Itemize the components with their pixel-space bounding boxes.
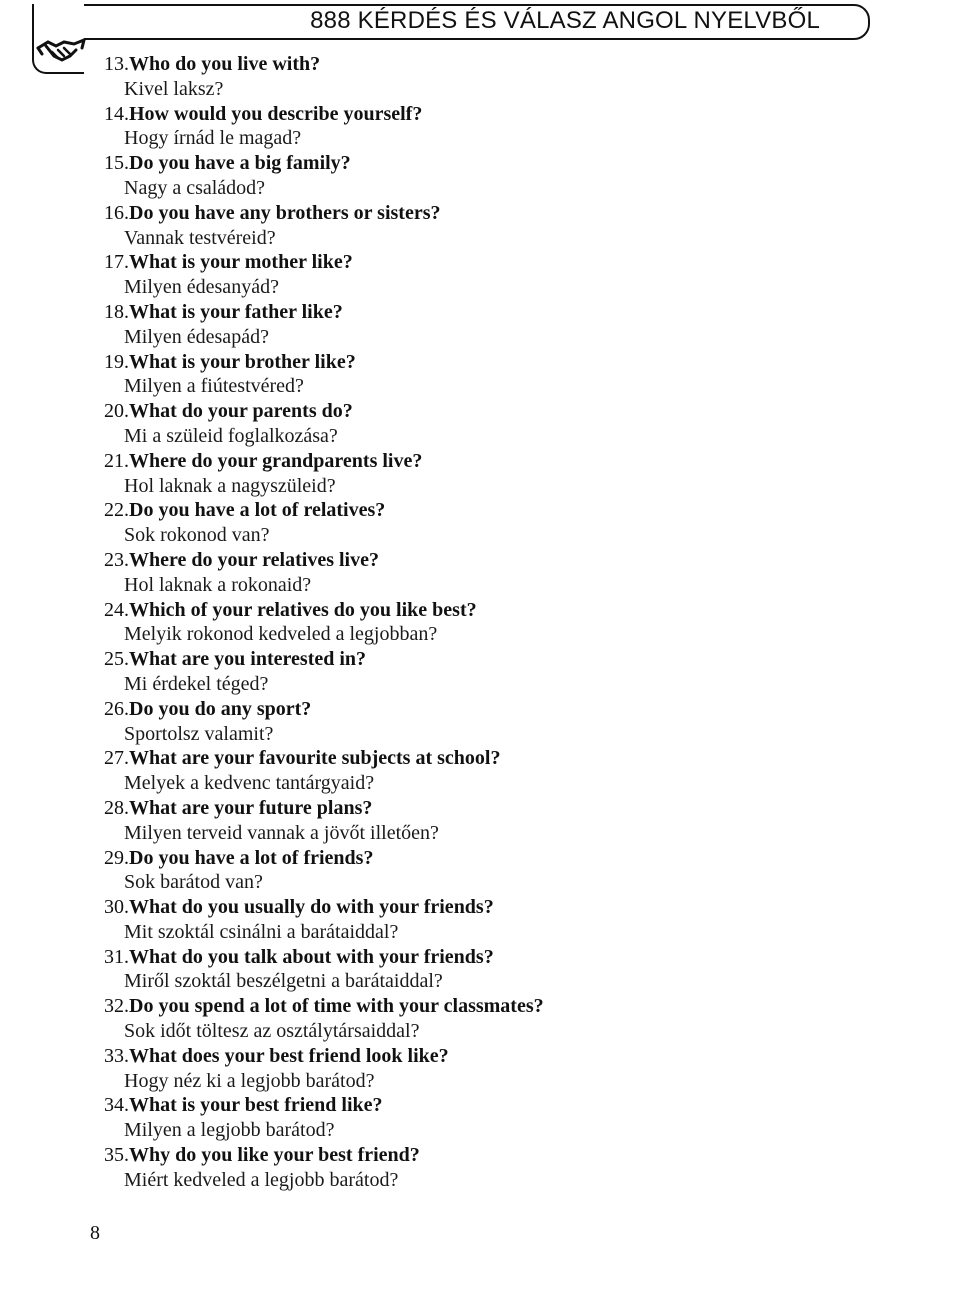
question-item <box>90 300 544 350</box>
question-number: 13 <box>104 53 124 75</box>
question-number-dot: . <box>124 846 129 869</box>
question-list <box>90 52 544 1193</box>
question-line <box>90 498 544 523</box>
answer-text: Sok időt töltesz az osztálytársaiddal? <box>124 1020 420 1043</box>
question-item <box>90 994 544 1044</box>
question-number-dot: . <box>124 548 129 571</box>
question-item <box>90 151 544 201</box>
question-number-dot: . <box>124 747 129 770</box>
question-item <box>90 250 544 300</box>
question-text: What do your parents do? <box>129 400 353 423</box>
question-line <box>90 399 544 424</box>
question-number-dot: . <box>124 1094 129 1117</box>
question-number: 24 <box>104 598 124 621</box>
question-text: Which of your relatives do you like best? <box>129 598 477 621</box>
question-number-dot: . <box>124 251 129 274</box>
answer-text: Hol laknak a nagyszüleid? <box>124 474 336 497</box>
question-text: Why do you like your best friend? <box>129 1144 420 1167</box>
question-text: What are your favourite subjects at school? <box>129 747 501 770</box>
question-number: 15 <box>104 152 124 175</box>
question-number: 18 <box>104 300 124 323</box>
question-number-dot: . <box>124 300 129 323</box>
question-text: What is your brother like? <box>129 350 356 373</box>
question-item <box>90 895 544 945</box>
question-item <box>90 201 544 251</box>
answer-text: Hogy néz ki a legjobb barátod? <box>124 1069 375 1092</box>
answer-text: Mi érdekel téged? <box>124 672 269 695</box>
question-item <box>90 1044 544 1094</box>
question-text: What does your best friend look like? <box>129 1044 449 1067</box>
question-line <box>90 895 544 920</box>
question-number: 32 <box>104 995 124 1018</box>
question-line <box>90 102 544 127</box>
answer-text: Hol laknak a rokonaid? <box>124 573 312 596</box>
answer-text: Sportolsz valamit? <box>124 722 274 745</box>
question-text: Do you have a lot of friends? <box>129 846 374 869</box>
answer-text: Mit szoktál csinálni a barátaiddal? <box>124 920 399 943</box>
answer-text: Melyek a kedvenc tantárgyaid? <box>124 772 375 795</box>
question-line <box>90 945 544 970</box>
answer-text: Vannak testvéreid? <box>124 226 276 249</box>
question-item <box>90 945 544 995</box>
answer-text: Melyik rokonod kedveled a legjobban? <box>124 623 438 646</box>
question-text: What are your future plans? <box>129 796 373 819</box>
answer-text: Kivel laksz? <box>124 77 224 100</box>
question-line <box>90 201 544 226</box>
question-number-dot: . <box>124 1044 129 1067</box>
question-line <box>90 300 544 325</box>
question-number-dot: . <box>124 102 129 125</box>
question-number-dot: . <box>124 648 129 671</box>
question-line <box>90 1143 544 1168</box>
question-number: 31 <box>104 945 124 968</box>
question-line <box>90 449 544 474</box>
question-text: What do you talk about with your friends? <box>129 945 494 968</box>
question-item <box>90 350 544 400</box>
question-line <box>90 746 544 771</box>
answer-text: Milyen édesapád? <box>124 325 269 348</box>
question-number-dot: . <box>124 350 129 373</box>
question-text: Where do your grandparents live? <box>129 449 423 472</box>
question-number: 27 <box>104 747 124 770</box>
question-text: Do you do any sport? <box>129 697 312 720</box>
question-text: Do you have a lot of relatives? <box>129 499 386 522</box>
question-number-dot: . <box>124 400 129 423</box>
question-line <box>90 846 544 871</box>
question-item <box>90 697 544 747</box>
question-number: 28 <box>104 796 124 819</box>
question-item <box>90 52 544 102</box>
question-item <box>90 1093 544 1143</box>
question-number: 14 <box>104 102 124 125</box>
question-line <box>90 796 544 821</box>
handshake-icon <box>36 34 86 68</box>
answer-text: Sok rokonod van? <box>124 524 270 547</box>
question-item <box>90 647 544 697</box>
question-number: 20 <box>104 400 124 423</box>
answer-text: Sok barátod van? <box>124 871 263 894</box>
question-line <box>90 994 544 1019</box>
question-number: 35 <box>104 1144 124 1167</box>
question-text: What is your father like? <box>129 300 343 323</box>
answer-text: Mi a szüleid foglalkozása? <box>124 424 338 447</box>
question-line <box>90 697 544 722</box>
question-number-dot: . <box>124 1144 129 1167</box>
question-number: 17 <box>104 251 124 274</box>
question-item <box>90 548 544 598</box>
question-text: What do you usually do with your friends? <box>129 896 494 919</box>
question-line <box>90 350 544 375</box>
question-line <box>90 548 544 573</box>
question-number-dot: . <box>124 152 129 175</box>
question-number-dot: . <box>124 53 129 75</box>
answer-text: Milyen a legjobb barátod? <box>124 1119 335 1142</box>
answer-text: Milyen édesanyád? <box>124 276 279 299</box>
question-item <box>90 449 544 499</box>
question-item <box>90 1143 544 1193</box>
question-number-dot: . <box>124 945 129 968</box>
question-line <box>90 647 544 672</box>
question-number: 19 <box>104 350 124 373</box>
question-number: 30 <box>104 896 124 919</box>
question-text: Do you have any brothers or sisters? <box>129 201 441 224</box>
question-number: 16 <box>104 201 124 224</box>
question-text: How would you describe yourself? <box>129 102 423 125</box>
question-text: Do you have a big family? <box>129 152 351 175</box>
question-line <box>90 151 544 176</box>
question-text: Do you spend a lot of time with your classmates? <box>129 995 544 1018</box>
question-number-dot: . <box>124 201 129 224</box>
question-line <box>90 52 544 77</box>
question-text: Where do your relatives live? <box>129 548 379 571</box>
question-number-dot: . <box>124 995 129 1018</box>
question-text: What is your best friend like? <box>129 1094 383 1117</box>
question-line <box>90 1093 544 1118</box>
answer-text: Hogy írnád le magad? <box>124 127 302 150</box>
question-number-dot: . <box>124 796 129 819</box>
answer-text: Milyen terveid vannak a jövőt illetően? <box>124 821 439 844</box>
question-number: 21 <box>104 449 124 472</box>
question-number: 22 <box>104 499 124 522</box>
question-number-dot: . <box>124 449 129 472</box>
question-item <box>90 399 544 449</box>
question-number-dot: . <box>124 697 129 720</box>
answer-text: Miért kedveled a legjobb barátod? <box>124 1168 399 1191</box>
question-number: 29 <box>104 846 124 869</box>
question-number-dot: . <box>124 598 129 621</box>
question-item <box>90 598 544 648</box>
answer-text: Milyen a fiútestvéred? <box>124 375 304 398</box>
question-number: 26 <box>104 697 124 720</box>
question-item <box>90 846 544 896</box>
question-item <box>90 796 544 846</box>
question-line <box>90 1044 544 1069</box>
answer-text: Nagy a családod? <box>124 176 266 199</box>
question-number-dot: . <box>124 499 129 522</box>
question-number-dot: . <box>124 896 129 919</box>
question-item <box>90 498 544 548</box>
question-text: What is your mother like? <box>129 251 353 274</box>
question-number: 23 <box>104 548 124 571</box>
question-number: 33 <box>104 1044 124 1067</box>
answer-text: Miről szoktál beszélgetni a barátaiddal? <box>124 970 443 993</box>
question-line <box>90 598 544 623</box>
question-number: 25 <box>104 648 124 671</box>
book-title: 888 KÉRDÉS ÉS VÁLASZ ANGOL NYELVBŐL <box>310 7 820 34</box>
question-text: What are you interested in? <box>129 648 367 671</box>
question-item <box>90 746 544 796</box>
question-item <box>90 102 544 152</box>
question-text: Who do you live with? <box>129 53 321 75</box>
question-line <box>90 250 544 275</box>
page-number: 8 <box>90 1222 100 1244</box>
question-number: 34 <box>104 1094 124 1117</box>
